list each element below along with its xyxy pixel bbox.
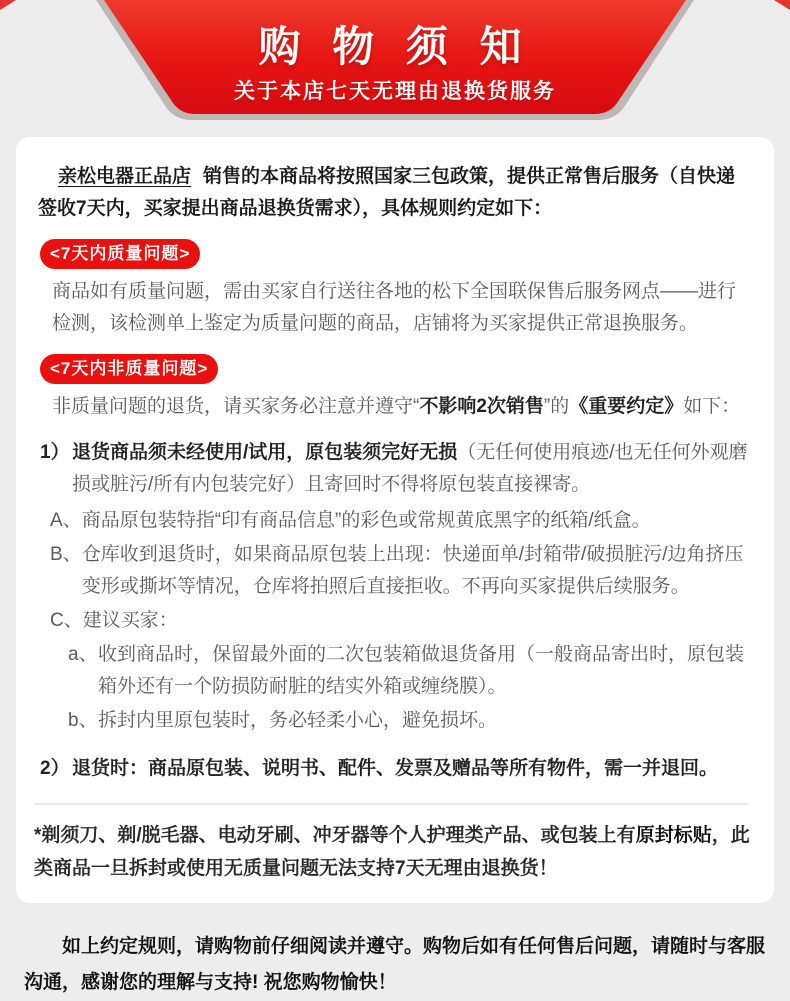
rule-1-text: [72, 437, 752, 501]
rule-1-rest: （无任何使用痕迹/也无任何外观磨损或脏污/所有内包装完好）且寄回时不得将原包装直接裸寄。: [72, 442, 748, 495]
rule-item-2: [40, 753, 752, 785]
rule-1-bold: 退货商品须未经使用/试用，原包装须完好无损: [72, 442, 458, 463]
intro-paragraph: [38, 161, 752, 225]
sub-a-label: A、: [50, 510, 82, 531]
sub-item-b: [50, 539, 752, 603]
rule-2-text: 退货时：商品原包装、说明书、配件、发票及赠品等所有物件，需一并退回。: [72, 758, 719, 779]
corner-ribbon-left: [0, 0, 16, 10]
sub-b-text: 仓库收到退货时，如果商品原包装上出现：快递面单/封箱带/破损脏污/边角挤压变形或撕坏等情况，仓库将拍照后直接拒收。不再向买家提供后续服务。: [81, 544, 744, 597]
disclaimer-prefix: *剃须刀、剃/脱毛器、电动牙刷、冲牙器等个人护理类产品、或包装上有: [34, 825, 636, 846]
page-subtitle: 关于本店七天无理由退换货服务: [234, 80, 556, 103]
non-quality-issue-body: [52, 391, 752, 423]
rule-1-number: 1）: [40, 442, 70, 463]
non-quality-bold-doc: 《重要约定》: [569, 396, 684, 417]
store-name: 亲松电器正品店: [58, 166, 192, 187]
non-quality-bold-phrase: 不影响2次销售: [419, 396, 544, 417]
badge-quality-issue: <7天内质量问题>: [40, 239, 200, 269]
rule-item-1: [40, 437, 752, 501]
non-quality-prefix: 非质量问题的退货，请买家务必注意并遵守“: [52, 396, 420, 417]
sub-a-text: 商品原包装特指“印有商品信息”的彩色或常规黄底黑字的纸箱/纸盒。: [81, 510, 651, 531]
non-quality-suffix: 如下：: [683, 396, 741, 417]
sub-c-a-text: 收到商品时，保留最外面的二次包装箱做退货备用（一般商品寄出时，原包装箱外还有一个防损防耐脏的结实外箱或缠绕膜）。: [98, 644, 745, 697]
page-title: 购 物 须 知: [258, 23, 532, 70]
intro-text: 销售的本商品将按照国家三包政策，提供正常售后服务（自快递签收7天内，买家提出商品退换货需求），具体规则约定如下：: [38, 166, 736, 219]
sub-b-label: B、: [50, 544, 82, 565]
sub-c-b-label: b、: [68, 710, 98, 731]
rule-2-number: 2）: [40, 758, 70, 779]
sub-c-label: C、: [50, 610, 83, 631]
sub-item-c: [50, 605, 752, 637]
notice-card: [16, 137, 774, 903]
non-quality-mid: ”的: [543, 396, 570, 417]
hero-banner: [0, 0, 790, 137]
divider: [34, 803, 748, 805]
quality-issue-body: 商品如有质量问题，需由买家自行送往各地的松下全国联保售后服务网点——进行检测，该检测单上鉴定为质量问题的商品，店铺将为买家提供正常退换服务。: [52, 281, 737, 334]
corner-ribbon-right: [774, 0, 790, 10]
sub-c-a-label: a、: [68, 644, 98, 665]
sub-item-c-b: [68, 705, 752, 737]
sub-item-c-a: [68, 639, 752, 703]
footer-note: 如上约定规则，请购物前仔细阅读并遵守。购物后如有任何售后问题，请随时与客服沟通，感谢您的理解与支持! 祝您购物愉快！: [24, 936, 766, 993]
disclaimer-paragraph: [34, 819, 754, 885]
sub-item-a: [50, 505, 752, 537]
sub-c-b-text: 拆封内里原包装时，务必轻柔小心，避免损坏。: [98, 710, 498, 731]
sub-c-text: 建议买家：: [82, 610, 178, 631]
badge-non-quality-issue: <7天内非质量问题>: [40, 354, 218, 384]
disclaimer-bold: 原封标贴: [635, 825, 712, 846]
disclaimer-suffix: ，此类商品一旦拆封或使用无质量问题无法支持7天无理由退换货！: [34, 825, 750, 879]
